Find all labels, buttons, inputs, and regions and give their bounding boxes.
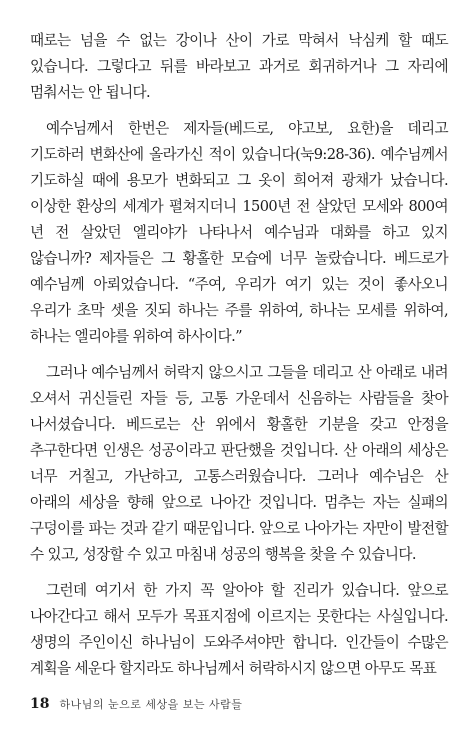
paragraph-3: 그러나 예수님께서 허락지 않으시고 그들을 데리고 산 아래로 내려 오셔서 귀신들린 자들 등, 고통 가운데서 신음하는 사람들을 찾아 나서셨습니다. 베드로는 산 위에서 황홀한 기분을 갖고 안정을 추구한다면 인생은 성공이라고 판단했을 것입니다. 산 아래의 세상은 너무 거칠고, 가난하고, 고통스러웠습니다. 그러나 예수님은 산 아래의 세상을 향해 앞으로 나아간 것입니다. 멈추는 자는 실패의 구덩이를 파는 것과 같기 때문입니다. 앞으로 나아가는 자만이 발전할 수 있고, 성장할 수 있고 마침내 성공의 행복을 찾을 수 있습니다. [30, 364, 448, 563]
paragraph-4: 그런데 여기서 한 가지 꼭 알아야 할 진리가 있습니다. 앞으로 나아간다고 해서 모두가 목표지점에 이르지는 못한다는 사실입니다. 생명의 주인이신 하나님이 도와주셔야만 합니다. 인간들이 수많은 계획을 세운다 할지라도 하나님께서 허락하시지 않으면 아무도 목표 [30, 582, 448, 677]
body-text [30, 28, 448, 692]
page-footer [30, 696, 448, 716]
running-title: 하나님의 눈으로 세상을 보는 사람들 [59, 698, 243, 711]
paragraph-2: 예수님께서 한번은 제자들(베드로, 야고보, 요한)을 데리고 기도하러 변화산에 올라가신 적이 있습니다(눅9:28-36). 예수님께서 기도하실 때에 용모가 변화되고 그 옷이 희어져 광채가 났습니다. 이상한 환상의 세계가 펼쳐지더니 1500년 전 살았던 모세와 800여 년 전 살았던 엘리야가 나타나서 예수님과 대화를 하고 있지 않습니까? 제자들은 그 황홀한 모습에 너무 놀랐습니다. 베드로가 예수님께 아뢰었습니다. “주여, 우리가 여기 있는 것이 좋사오니 우리가 초막 셋을 짓되 하나는 주를 위하여, 하나는 모세를 위하여, 하나는 엘리야를 위하여 하사이다.” [30, 120, 448, 345]
page-number: 18 [30, 696, 50, 712]
paragraph-1: 때로는 넘을 수 없는 강이나 산이 가로 막혀서 낙심케 할 때도 있습니다. 그렇다고 뒤를 바라보고 과거로 회귀하거나 그 자리에 멈춰서는 안 됩니다. [30, 32, 448, 101]
